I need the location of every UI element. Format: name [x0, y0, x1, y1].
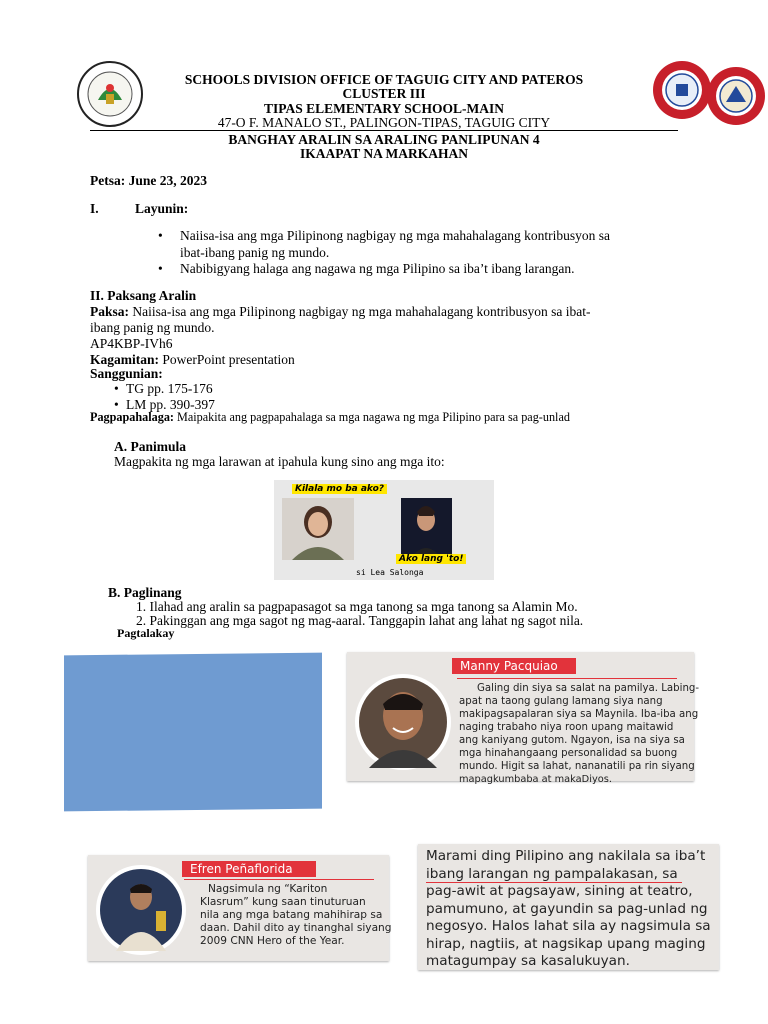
- other-filipinos-card: [418, 844, 719, 970]
- lesson-plan-title: BANGHAY ARALIN SA ARALING PANLIPUNAN 4: [228, 132, 540, 147]
- manny-text-4: naging trabaho niya roon upang maitawid: [459, 722, 674, 733]
- manny-text-7: mundo. Higit sa lahat, nananatili pa rin siyang: [459, 761, 695, 772]
- bullet-icon: •: [158, 261, 163, 276]
- others-text-5: negosyo. Halos lahat sila ay nagsimula sa: [426, 918, 711, 934]
- header-school: TIPAS ELEMENTARY SCHOOL-MAIN: [263, 101, 505, 116]
- objective-1-line2: ibat-ibang panig ng mundo.: [180, 245, 330, 260]
- efren-penaflorida-card: [88, 855, 392, 961]
- sanggunian-label: Sanggunian:: [90, 366, 163, 381]
- quarter-title: IKAAPAT NA MARKAHAN: [300, 146, 468, 161]
- name-underline: [457, 678, 677, 679]
- manny-text-6: mga hinahangaang personalidad sa buong: [459, 748, 678, 759]
- paksa-line1: [90, 303, 591, 320]
- bullet-icon: •: [114, 397, 119, 412]
- pagtalakay-label: Pagtalakay: [117, 626, 175, 640]
- objective-1-line1: Naiisa-isa ang mga Pilipinong nagbigay ng mga mahahalagang kontribusyon sa: [180, 228, 611, 243]
- bullet-icon: •: [158, 228, 163, 243]
- panimula-heading: A. Panimula: [114, 439, 187, 454]
- others-text-7: matagumpay sa kasalukuyan.: [426, 953, 630, 969]
- paksa-line2: ibang panig ng mundo.: [90, 320, 215, 335]
- efren-text-2: Klasrum” kung saan tinuturuan: [200, 896, 366, 908]
- others-text-4: pamumuno, at gayundin sa pag-unlad ng: [426, 900, 708, 917]
- pagpapahalaga-label: Pagpapahalaga:: [90, 410, 174, 424]
- reference-1: TG pp. 175-176: [126, 381, 213, 396]
- lea-salonga-image: [274, 480, 494, 580]
- bullet-icon: •: [114, 381, 119, 396]
- efren-name: Efren Peñaflorida: [182, 861, 316, 877]
- manny-text-1: Galing din siya sa salat na pamilya. Labing-: [477, 683, 700, 694]
- paksa-value: Naiisa-isa ang mga Pilipinong nagbigay ng mga mahahalagang kontribusyon sa ibat-: [129, 304, 591, 319]
- objectives-numeral: I.: [90, 201, 99, 216]
- others-text-3: pag-awit at pagsayaw, sining at teatro,: [426, 883, 693, 899]
- competency-code: AP4KBP-IVh6: [90, 336, 173, 351]
- image-answer: Ako lang 'to!: [396, 554, 466, 564]
- efren-text-5: 2009 CNN Hero of the Year.: [200, 935, 345, 947]
- header-address: 47-O F. MANALO ST., PALINGON-TIPAS, TAGUIG CITY: [217, 115, 551, 130]
- objective-2: Nabibigyang halaga ang nagawa ng mga Pilipino sa iba’t ibang larangan.: [180, 261, 575, 276]
- others-text-1: Marami ding Pilipino ang nakilala sa iba’t: [426, 848, 706, 864]
- kagamitan-value: PowerPoint presentation: [159, 352, 295, 367]
- paglinang-step-2: 2. Pakinggan ang mga sagot ng mag-aaral. Tanggapin lahat ang lahat ng sagot nila.: [136, 613, 584, 628]
- paksa-label: Paksa:: [90, 304, 130, 319]
- topic-heading: II. Paksang Aralin: [90, 288, 197, 303]
- header-cluster: CLUSTER III: [342, 86, 426, 101]
- panimula-instruction: Magpakita ng mga larawan at ipahula kung sino ang mga ito:: [114, 454, 445, 469]
- others-text-2: ibang larangan ng pampalakasan, sa: [426, 865, 678, 882]
- manny-text-5: ang kaniyang gutom. Ngayon, isa na siya sa: [459, 735, 685, 746]
- kagamitan-label: Kagamitan:: [90, 352, 159, 367]
- image-caption: si Lea Salonga: [356, 568, 424, 577]
- young-lea-photo: [282, 498, 354, 560]
- pagpapahalaga-value: Maipakita ang pagpapahalaga sa mga nagawa ng mga Pilipino para sa pag-unlad: [173, 410, 570, 424]
- header-divider: [90, 130, 678, 131]
- header-division: SCHOOLS DIVISION OFFICE OF TAGUIG CITY AND PATEROS: [184, 72, 584, 87]
- pagpapahalaga: [90, 409, 570, 425]
- objectives-heading: Layunin:: [135, 201, 189, 216]
- efren-text-4: daan. Dahil dito ay tinanghal siyang: [200, 922, 392, 934]
- efren-text-1: Nagsimula ng “Kariton: [208, 883, 328, 895]
- manny-name: Manny Pacquiao: [452, 658, 576, 674]
- name-underline: [184, 879, 374, 880]
- manny-text-8: mapagkumbaba at makaDiyos.: [459, 774, 612, 785]
- manny-pacquiao-photo: [353, 672, 453, 772]
- manny-pacquiao-card: [347, 652, 700, 785]
- image-question: Kilala mo ba ako?: [292, 484, 387, 494]
- manny-text-3: makipagsapalaran siya sa Maynila. Iba-iba ang: [459, 709, 699, 720]
- reference-2: LM pp. 390-397: [126, 397, 215, 412]
- lesson-date: Petsa: June 23, 2023: [90, 173, 207, 188]
- paglinang-heading: B. Paglinang: [108, 585, 182, 600]
- manny-text-2: apat na taong gulang lamang siya nang: [459, 696, 663, 707]
- others-text-6: hirap, nagtiis, at nagsikap upang maging: [426, 935, 706, 952]
- blue-placeholder-box: [64, 653, 322, 812]
- efren-penaflorida-photo: [94, 863, 188, 957]
- efren-text-3: nila ang mga batang mahihirap sa: [200, 909, 383, 921]
- paglinang-step-1: 1. Ilahad ang aralin sa pagpapasagot sa mga tanong sa mga tanong sa Alamin Mo.: [136, 599, 578, 614]
